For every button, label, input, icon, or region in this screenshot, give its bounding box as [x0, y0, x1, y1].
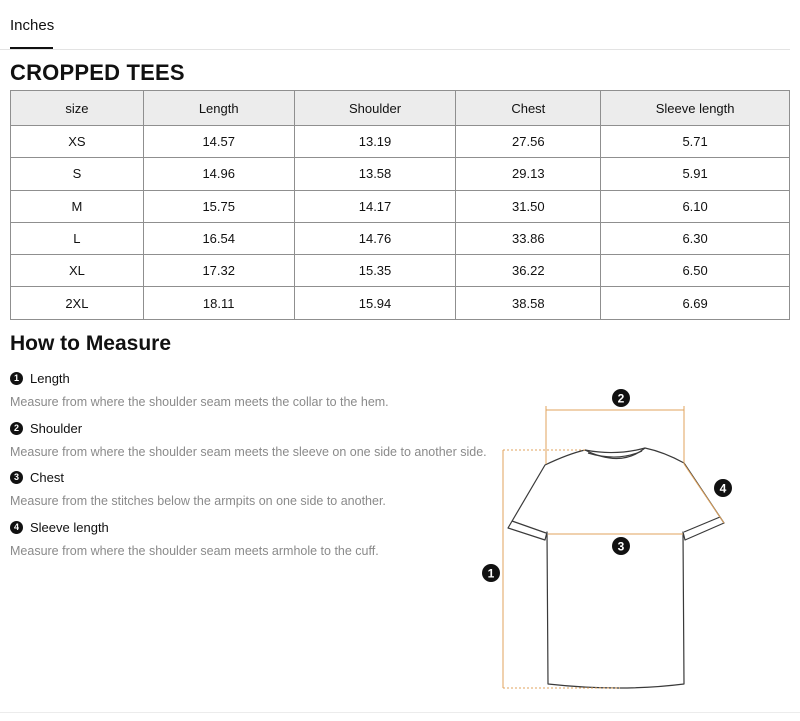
- header-size: size: [11, 91, 144, 126]
- size-table: [10, 90, 790, 320]
- tab-inches[interactable]: Inches: [10, 17, 55, 34]
- header-sleeve-length: Sleeve length: [601, 91, 790, 126]
- header-shoulder: Shoulder: [294, 91, 456, 126]
- cell-sleeve-length: 6.69: [601, 287, 790, 319]
- marker-1: [482, 564, 500, 582]
- product-title: CROPPED TEES: [10, 60, 185, 85]
- unit-tabs: [0, 0, 790, 50]
- measure-label: Length: [30, 370, 70, 386]
- measure-label: Shoulder: [30, 420, 83, 436]
- marker-2: [612, 389, 630, 407]
- measure-item-length: [10, 370, 389, 409]
- svg-text:2: 2: [617, 391, 625, 406]
- cell-chest: 27.56: [456, 126, 601, 158]
- how-to-measure-title: How to Measure: [10, 332, 172, 355]
- measure-description: Measure from where the shoulder seam meets armhole to the cuff.: [10, 544, 379, 558]
- cell-shoulder: 13.58: [294, 158, 456, 190]
- cell-shoulder: 14.76: [294, 222, 456, 254]
- cell-chest: 29.13: [456, 158, 601, 190]
- cell-sleeve-length: 6.30: [601, 222, 790, 254]
- measure-description: Measure from where the shoulder seam meets the collar to the hem.: [10, 395, 389, 409]
- cell-sleeve-length: 5.91: [601, 158, 790, 190]
- cell-chest: 38.58: [456, 287, 601, 319]
- table-row: [11, 222, 790, 254]
- cell-size: 2XL: [11, 287, 144, 319]
- table-row: [11, 126, 790, 158]
- active-tab-indicator: [10, 47, 53, 49]
- measure-description: Measure from where the shoulder seam meets the sleeve on one side to another side.: [10, 445, 487, 459]
- cell-length: 14.96: [143, 158, 294, 190]
- table-row: [11, 255, 790, 287]
- cell-length: 18.11: [143, 287, 294, 319]
- measure-label: Sleeve length: [30, 519, 109, 535]
- bottom-divider: [0, 712, 800, 713]
- measure-item-chest: [10, 469, 386, 508]
- measure-label: Chest: [30, 469, 64, 485]
- measure-item-shoulder: [10, 420, 487, 459]
- cell-size: S: [11, 158, 144, 190]
- number-2-icon: 2: [10, 422, 23, 435]
- measure-item-sleeve-length: [10, 519, 379, 558]
- cell-size: M: [11, 190, 144, 222]
- cell-chest: 33.86: [456, 222, 601, 254]
- cell-length: 14.57: [143, 126, 294, 158]
- cell-size: L: [11, 222, 144, 254]
- marker-4: [714, 479, 732, 497]
- cell-size: XS: [11, 126, 144, 158]
- cell-shoulder: 15.35: [294, 255, 456, 287]
- cell-length: 16.54: [143, 222, 294, 254]
- header-length: Length: [143, 91, 294, 126]
- cell-shoulder: 13.19: [294, 126, 456, 158]
- table-row: [11, 287, 790, 319]
- table-row: [11, 190, 790, 222]
- cell-shoulder: 14.17: [294, 190, 456, 222]
- measure-description: Measure from the stitches below the armpits on one side to another.: [10, 494, 386, 508]
- marker-3: [612, 537, 630, 555]
- cell-sleeve-length: 5.71: [601, 126, 790, 158]
- cell-length: 17.32: [143, 255, 294, 287]
- tshirt-outline: [508, 448, 724, 688]
- cell-length: 15.75: [143, 190, 294, 222]
- cell-sleeve-length: 6.50: [601, 255, 790, 287]
- cell-size: XL: [11, 255, 144, 287]
- cell-shoulder: 15.94: [294, 287, 456, 319]
- table-header-row: [11, 91, 790, 126]
- number-1-icon: 1: [10, 372, 23, 385]
- header-chest: Chest: [456, 91, 601, 126]
- number-3-icon: 3: [10, 471, 23, 484]
- svg-text:4: 4: [719, 481, 727, 496]
- tshirt-measure-diagram: [470, 380, 770, 700]
- table-row: [11, 158, 790, 190]
- svg-text:3: 3: [617, 539, 625, 554]
- cell-sleeve-length: 6.10: [601, 190, 790, 222]
- number-4-icon: 4: [10, 521, 23, 534]
- cell-chest: 36.22: [456, 255, 601, 287]
- cell-chest: 31.50: [456, 190, 601, 222]
- svg-text:1: 1: [487, 566, 495, 581]
